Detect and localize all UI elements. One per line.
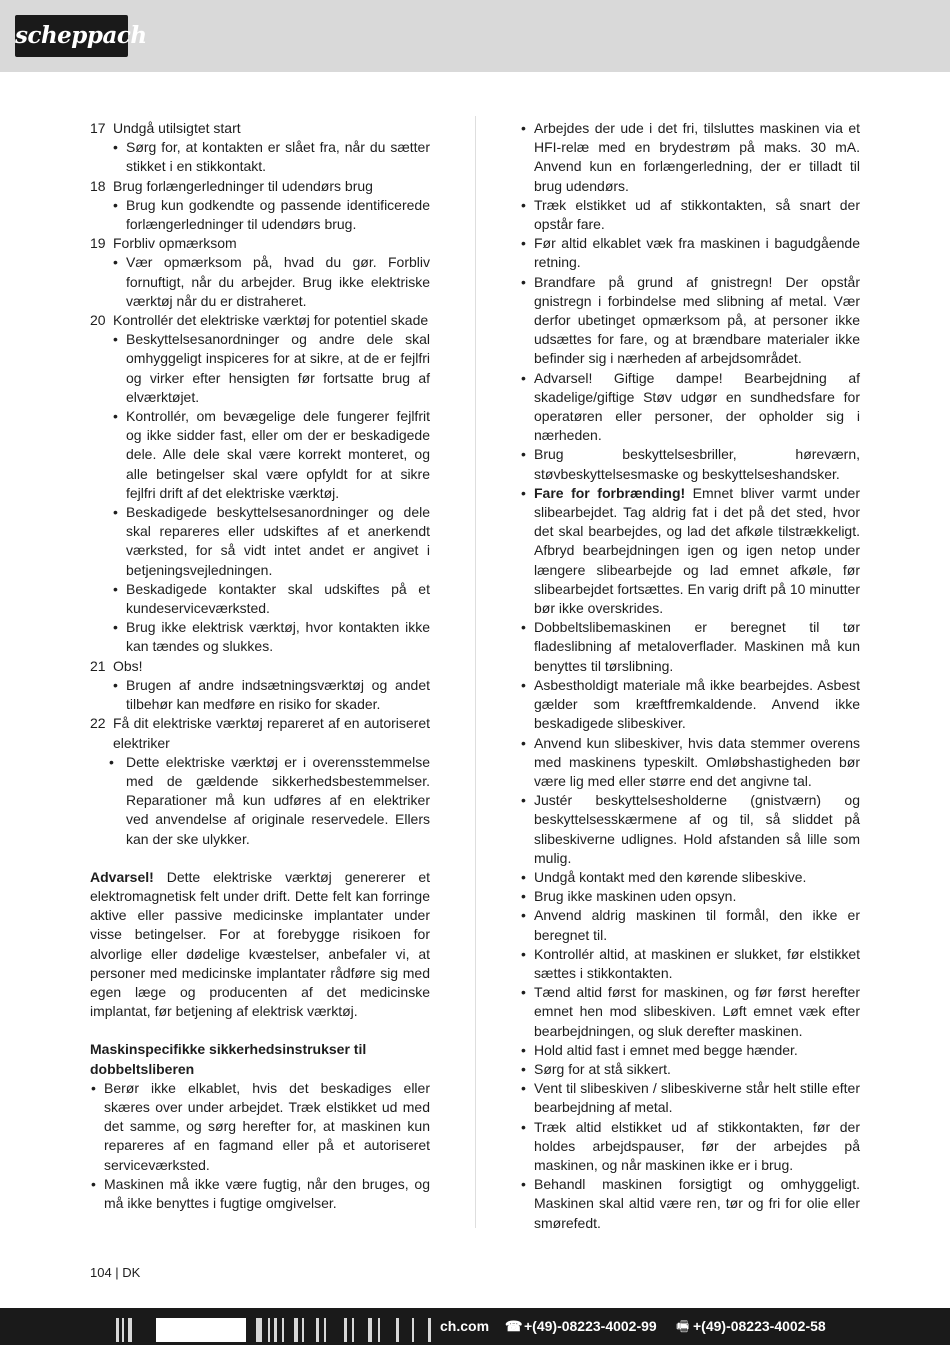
brand-logo: scheppach: [15, 15, 128, 57]
bullet-item: • Kontrollér altid, at maskinen er slukket, før elstikket sættes i stikkontakten.: [520, 945, 860, 983]
bullet-item: • Anvend kun slibeskiver, hvis data stemmer overens med maskinens typeskilt. Omløbshastigheden bør være lig med eller større end det angivne tal.: [520, 734, 860, 792]
warning-label: Advarsel!: [90, 868, 154, 885]
burn-warning-label: Fare for forbrænding!: [534, 484, 686, 501]
barcode-graphic: [116, 1318, 440, 1342]
bullet-item: • Justér beskyttelsesholderne (gnistværn) og beskyttelsesskærmene af og til, så sliddet på slibeskiverne udlignes. Hold afstanden så lille som mulig.: [520, 791, 860, 868]
column-divider: [475, 116, 476, 1228]
bullet-item: • Arbejdes der ude i det fri, tilsluttes maskinen via et HFI-relæ med en brydestrøm på maks. 30 mA. Anvend kun en forlængerledning, der er tilladt til brug udendørs.: [520, 119, 860, 196]
burn-warning-item: [520, 484, 860, 618]
bullet-item: • Sørg for at stå sikkert.: [520, 1060, 860, 1079]
list-item-19: [90, 234, 430, 253]
list-item-20: [90, 311, 430, 330]
bullet-item: • Anvend aldrig maskinen til formål, den ikke er beregnet til.: [520, 906, 860, 944]
page-number: 104 | DK: [90, 1265, 141, 1280]
burn-warning-text: Emnet bliver varmt under slibearbejdet. Tag aldrig fat i det på det sted, hvor det skal bearbejdes, og lad det afkøle tilstrækkeligt. Afbryd bearbejdningen igen og igen netop under længere slibearbejde og lad emnet afkøle, før slibearbejdet fortsættes. En varig drift på 10 minutter bør ikke overskrides.: [534, 484, 860, 617]
bullet-item: • Træk elstikket ud af stikkontakten, så snart der opstår fare.: [520, 196, 860, 234]
bullet-item: • Træk altid elstikket ud af stikkontakten, før der holdes arbejdspauser, før der arbejdes på maskinen, og når maskinen ikke er i brug.: [520, 1118, 860, 1176]
list-item-18: [90, 177, 430, 196]
bullet-item: • Undgå kontakt med den kørende slibeskive.: [520, 868, 860, 887]
sub-bullet: • Brug ikke elektrisk værktøj, hvor kontakten ikke kan tændes og slukkes.: [90, 618, 430, 656]
sub-bullet: • Beskyttelsesanordninger og andre dele skal omhyggeligt inspiceres for at sikre, at de er fejlfri og virker efter hensigten før fortsatte brug af elværktøjet.: [90, 330, 430, 407]
bullet-item: • Advarsel! Giftige dampe! Bearbejdning af skadelige/giftige Støv udgør en sundhedsfare for operatøren eller personer, der opholder sig i nærheden.: [520, 369, 860, 446]
bullet-item: • Brandfare på grund af gnistregn! Der opstår gnistregn i forbindelse med slibning af metal. Vær derfor ubetinget opmærksom på, at personer ikke udsættes for fare, og at brændbare materialer ikke befinder sig i nærheden af arbejdsområdet.: [520, 273, 860, 369]
header-band: [0, 0, 950, 72]
footer-phone: +(49)-08223-4002-99: [524, 1318, 657, 1334]
item-title: Forbliv opmærksom: [113, 235, 237, 252]
bullet-item: • Behandl maskinen forsigtigt og omhyggeligt. Maskinen skal altid være ren, tør og fri for olie eller smørefedt.: [520, 1175, 860, 1233]
footer-website[interactable]: ch.com: [440, 1318, 490, 1334]
sub-bullet: • Beskadigede beskyttelsesanordninger og dele skal repareres eller udskiftes af et anerkendt værksted, for så vidt intet andet er angivet i betjeningsvejledningen.: [90, 503, 430, 580]
bullet-item: • Brug ikke maskinen uden opsyn.: [520, 887, 860, 906]
item-number: 18: [90, 177, 106, 194]
left-column: [90, 119, 430, 1213]
list-item-22: [90, 714, 430, 752]
item-title: Undgå utilsigtet start: [113, 120, 241, 136]
item-number: 22: [90, 715, 106, 732]
warning-text: Dette elektriske værktøj genererer et elektromagnetisk felt under drift. Dette felt kan forringe aktive eller passive medicinske implantater under visse betingelser. For at forebygge risikoen for alvorlige eller dødelige kvæstelser, anbefaler vi, at personer med medicinske implantater rådføre sig med egen læge og producenten af det medicinske implantat, før betjening af elektrisk værktøj.: [90, 868, 430, 1020]
sub-bullet: • Dette elektriske værktøj er i overensstemmelse med de gældende sikkerhedsbestemmelser. Reparationer må kun udføres af en elektriker ved anvendelse af originale reservedele. Ellers kan der ske ulykker.: [90, 753, 430, 849]
list-item-21: [90, 657, 430, 676]
bullet-item: • Tænd altid først for maskinen, og før først herefter emnet hen mod slibeskiven. Løft emnet væk efter bearbejdningen, og sluk derefter maskinen.: [520, 983, 860, 1041]
right-column: [520, 119, 860, 1233]
bullet-item: • Hold altid fast i emnet med begge hænder.: [520, 1041, 860, 1060]
sub-bullet: • Vær opmærksom på, hvad du gør. Forbliv fornuftigt, når du arbejder. Brug ikke elektriske værktøj når du er distraheret.: [90, 253, 430, 311]
item-title: Kontrollér det elektriske værktøj for potentiel skade: [113, 312, 429, 329]
item-number: 21: [90, 657, 106, 674]
footer-fax: +(49)-08223-4002-58: [693, 1318, 826, 1334]
sub-bullet: • Beskadigede kontakter skal udskiftes på et kundeserviceværksted.: [90, 580, 430, 618]
item-number: 17: [90, 120, 106, 136]
bullet-item: • Før altid elkablet væk fra maskinen i bagudgående retning.: [520, 234, 860, 272]
bullet-item: • Maskinen må ikke være fugtig, når den bruges, og må ikke benyttes i fugtige omgivelser.: [90, 1175, 430, 1213]
item-title: Brug forlængerledninger til udendørs brug: [113, 177, 373, 194]
fax-icon: 🖷: [676, 1318, 690, 1334]
section-title: Maskinspecifikke sikkerhedsinstrukser til dobbeltsliberen: [90, 1041, 367, 1077]
item-title: Få dit elektriske værktøj repareret af en autoriseret elektriker: [113, 715, 430, 751]
item-number: 20: [90, 312, 106, 329]
item-title: Obs!: [113, 657, 143, 674]
bullet-item: • Berør ikke elkablet, hvis det beskadiges eller skæres over under arbejdet. Træk elstikket ud med det samme, og sørg herefter for, at maskinen kun repareres af en fagmand eller på et autoriseret serviceværksted.: [90, 1079, 430, 1175]
sub-bullet: • Brug kun godkendte og passende identificerede forlængerledninger til udendørs brug.: [90, 196, 430, 234]
bullet-item: • Dobbeltslibemaskinen er beregnet til tør fladeslibning af metaloverflader. Maskinen må kun benyttes til tørslibning.: [520, 618, 860, 676]
sub-bullet: • Sørg for, at kontakten er slået fra, når du sætter stikket i en stikkontakt.: [90, 138, 430, 176]
bullet-item: • Vent til slibeskiven / slibeskiverne står helt stille efter bearbejdning af metal.: [520, 1079, 860, 1117]
warning-paragraph: [90, 868, 430, 1022]
sub-bullet: • Brugen af andre indsætningsværktøj og andet tilbehør kan medføre en risiko for skader.: [90, 676, 430, 714]
bullet-item: • Asbestholdigt materiale må ikke bearbejdes. Asbest gælder som kræftfremkaldende. Anvend ikke beskadigede slibeskiver.: [520, 676, 860, 734]
item-number: 19: [90, 235, 106, 252]
phone-icon: ☎: [505, 1318, 523, 1334]
bullet-item: • Brug beskyttelsesbriller, høreværn, støvbeskyttelsesmaske og beskyttelseshandsker.: [520, 445, 860, 483]
list-item-17: [90, 119, 430, 138]
sub-bullet: • Kontrollér, om bevægelige dele fungerer fejlfrit og ikke sidder fast, eller om der er beskadigede dele. Alle dele skal være korrekt monteret, og alle betingelser skal være opfyldt for at sikre fejlfri drift af det elektriske værktøj.: [90, 407, 430, 503]
